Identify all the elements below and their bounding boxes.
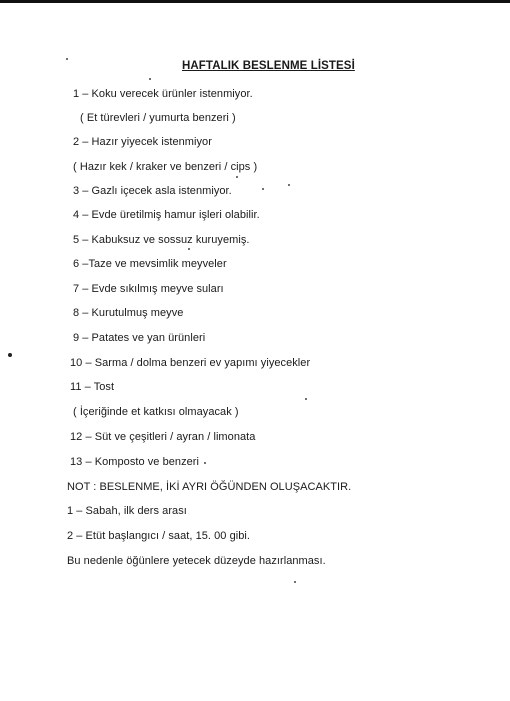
closing-note: Bu nedenle öğünlere yetecek düzeyde hazırlanması. — [67, 555, 326, 567]
scan-speck — [8, 353, 12, 357]
list-item: 5 – Kabuksuz ve sossuz kuruyemiş. — [73, 234, 250, 246]
list-item: 6 –Taze ve mevsimlik meyveler — [73, 258, 227, 270]
list-item: 1 – Koku verecek ürünler istenmiyor. — [73, 88, 253, 100]
scan-speck — [288, 184, 290, 186]
meal-item: 1 – Sabah, ilk ders arası — [67, 505, 187, 517]
list-item: 11 – Tost — [70, 381, 115, 393]
list-item-note: ( Hazır kek / kraker ve benzeri / cips ) — [73, 161, 258, 173]
scan-speck — [305, 398, 307, 400]
list-item-note: ( Et türevleri / yumurta benzeri ) — [80, 112, 236, 124]
list-item-note: ( İçeriğinde et katkısı olmayacak ) — [73, 406, 239, 418]
scan-speck — [66, 58, 68, 60]
scan-speck — [204, 462, 206, 464]
list-item: 8 – Kurutulmuş meyve — [73, 307, 184, 319]
note-heading: NOT : BESLENME, İKİ AYRI ÖĞÜNDEN OLUŞACAKTIR. — [67, 481, 352, 493]
list-item: 2 – Hazır yiyecek istenmiyor — [73, 136, 212, 148]
list-item: 3 – Gazlı içecek asla istenmiyor. — [73, 185, 232, 197]
list-item: 4 – Evde üretilmiş hamur işleri olabilir. — [73, 209, 260, 221]
scan-speck — [149, 78, 151, 80]
scan-border-top — [0, 0, 510, 3]
scan-speck — [294, 581, 296, 583]
list-item: 7 – Evde sıkılmış meyve suları — [73, 283, 224, 295]
list-item: 10 – Sarma / dolma benzeri ev yapımı yiyecekler — [70, 357, 311, 369]
list-item: 13 – Komposto ve benzeri — [70, 456, 199, 468]
scan-speck — [188, 248, 190, 250]
meal-item: 2 – Etüt başlangıcı / saat, 15. 00 gibi. — [67, 530, 251, 542]
list-item: 9 – Patates ve yan ürünleri — [73, 332, 206, 344]
scan-speck — [262, 188, 264, 190]
document-title: HAFTALIK BESLENME LİSTESİ — [182, 60, 355, 72]
scan-speck — [236, 176, 238, 178]
list-item: 12 – Süt ve çeşitleri / ayran / limonata — [70, 431, 256, 443]
